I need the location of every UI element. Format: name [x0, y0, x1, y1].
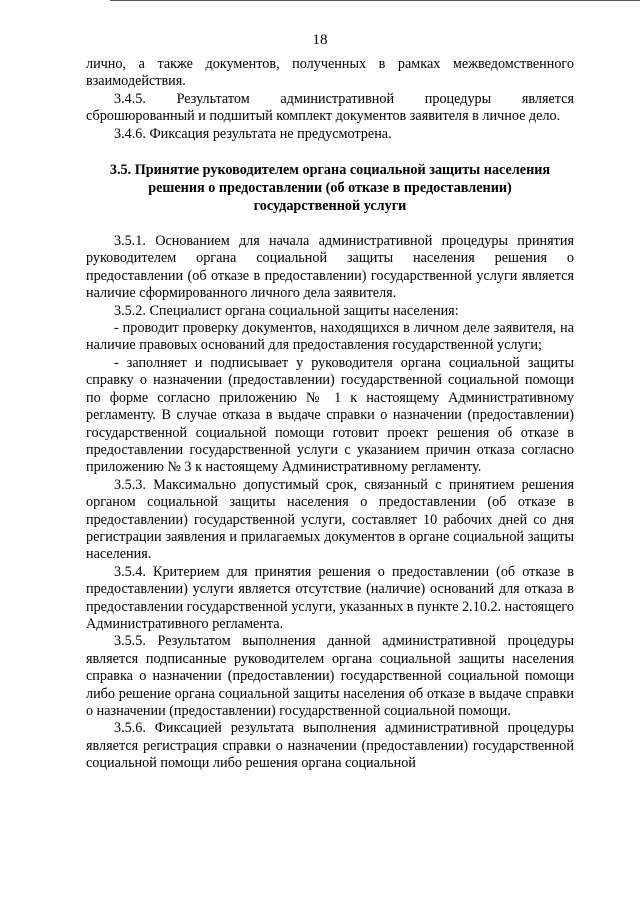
paragraph: 3.5.2. Специалист органа социальной защиты населения:	[114, 302, 459, 319]
page-top-border	[110, 0, 640, 1]
paragraph: 3.5.5. Результатом выполнения данной административной процедуры является подписанные руководителем органа социальной защиты населения справка о назначении (предоставлении) государственной социальной помощи либо решение органа социальной защиты населения об отказе в выдаче справки о назначении (предоставлении) государственной социальной помощи.	[86, 633, 574, 719]
paragraph: 3.5.4. Критерием для принятия решения о предоставлении (об отказе в предоставлении) услуги является отсутствие (наличие) оснований для отказа в предоставлении государственной услуги, указанных в пункте 2.10.2. настоящего Административного регламента.	[86, 563, 574, 632]
paragraphs-after-heading	[86, 233, 574, 773]
paragraph: 3.5.6. Фиксацией результата выполнения административной процедуры является регистрация справки о назначении (предоставлении) государственной социальной помощи либо решения органа социальной	[86, 720, 574, 772]
paragraph: - заполняет и подписывает у руководителя органа социальной защиты справку о назначении (предоставлении) государственной социальной помощи по форме согласно приложению № 1 к настоящему Административному регламенту. В случае отказа в выдаче справки о назначении (предоставлении) государственной социальной помощи готовит проект решения об отказе в предоставлении государственной услуги с указанием причин отказа согласно приложению № 3 к настоящему Административному регламенту.	[86, 354, 574, 476]
paragraph: 3.5.3. Максимально допустимый срок, связанный с принятием решения органом социальной защиты населения о предоставлении (об отказе в предоставлении) государственной услуги, составляет 10 рабочих дней со дня регистрации заявления и прилагаемых документов в органе социальной защиты населения.	[86, 476, 574, 563]
section-heading: 3.5. Принятие руководителем органа социальной защиты населения решения о предоставлении (об отказе в предоставлении) государственной услуги	[109, 162, 551, 215]
document-body	[86, 56, 574, 773]
paragraph: 3.4.5. Результатом административной процедуры является сброшюрованный и подшитый комплект документов заявителя в личное дело.	[86, 90, 574, 125]
paragraph: лично, а также документов, полученных в рамках межведомственного взаимодействия.	[86, 56, 574, 90]
paragraph: 3.4.6. Фиксация результата не предусмотрена.	[114, 125, 392, 142]
page-number: 18	[312, 32, 328, 48]
paragraph: - проводит проверку документов, находящихся в личном деле заявителя, на наличие правовых оснований для предоставления государственной услуги;	[86, 320, 574, 354]
paragraph: 3.5.1. Основанием для начала административной процедуры принятия руководителем органа социальной защиты населения решения о предоставлении (об отказе в предоставлении) государственной услуги является наличие сформированного личного дела заявителя.	[86, 233, 574, 302]
paragraphs-before-heading	[86, 56, 574, 143]
